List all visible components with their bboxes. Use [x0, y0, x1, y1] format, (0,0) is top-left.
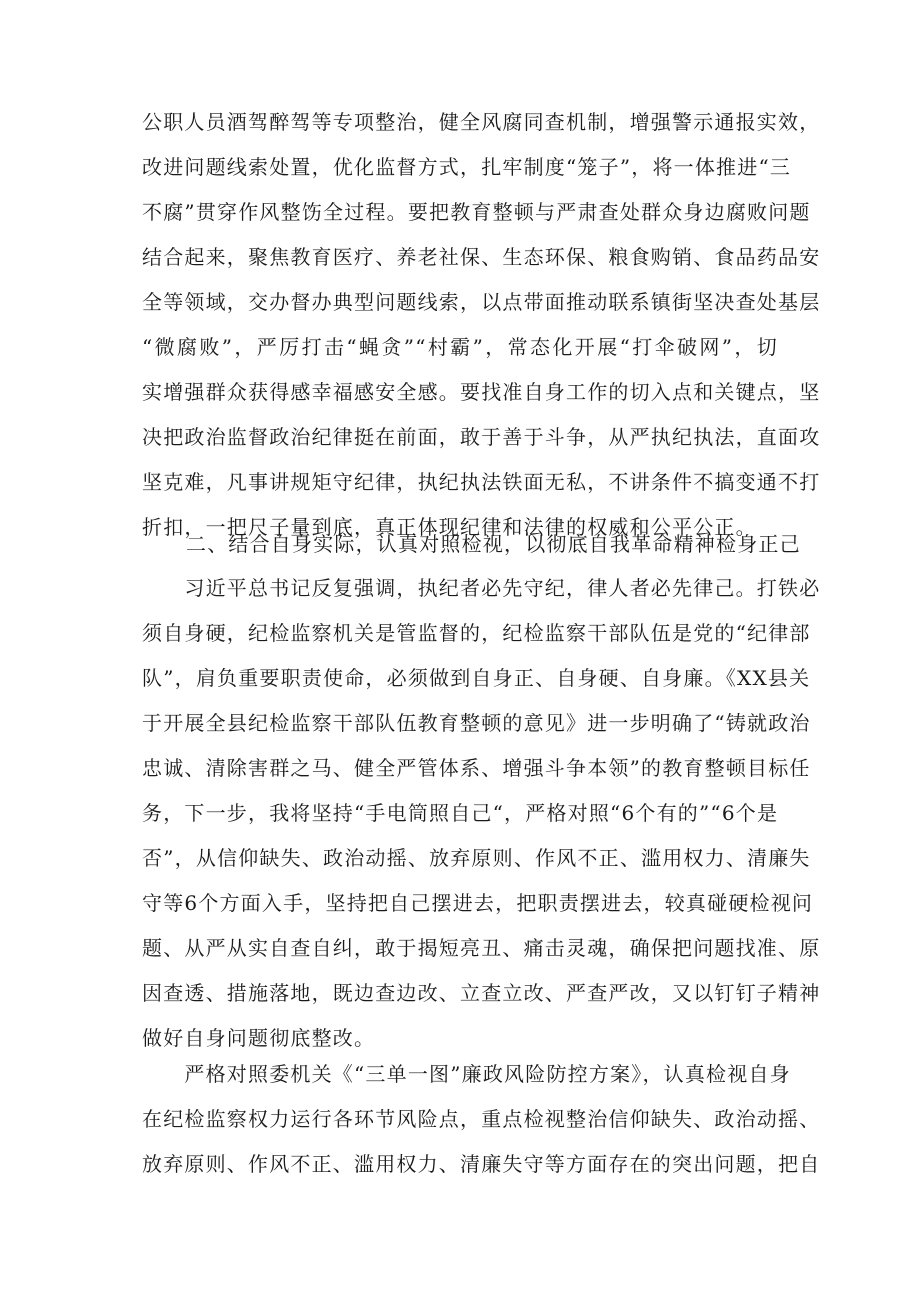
paragraph-line: 决把政治监督政治纪律挺在前面，敢于善于斗争，从严执纪执法，直面攻	[142, 425, 821, 449]
paragraph-line: 在纪检监察权力运行各环节风险点，重点检视整治信仰缺失、政治动摇、	[142, 1107, 821, 1131]
paragraph-self-examination	[142, 566, 821, 1061]
paragraph-line: 实增强群众获得感幸福感安全感。要找准自身工作的切入点和关键点，坚	[142, 380, 821, 404]
paragraph-line: 队”，肩负重要职责使命，必须做到自身正、自身硬、自身廉。《XX县关	[142, 666, 811, 690]
paragraph-line: 不腐”贯穿作风整饬全过程。要把教育整顿与严肃查处群众身边腐败问题	[142, 200, 811, 224]
paragraph-line: 坚克难，凡事讲规矩守纪律，执纪执法铁面无私，不讲条件不搞变通不打	[142, 470, 821, 494]
section-heading	[142, 522, 801, 567]
paragraph-line: 全等领域，交办督办典型问题线索，以点带面推动联系镇街坚决查处基层	[142, 290, 821, 314]
paragraph-continued	[142, 100, 821, 550]
paragraph-line: “微腐败”，严厉打击“蝇贪”“村霸”，常态化开展“打伞破网”，切	[142, 335, 778, 359]
paragraph-line: 否”，从信仰缺失、政治动摇、放弃原则、作风不正、滥用权力、清廉失	[142, 846, 811, 870]
paragraph-line: 忠诚、清除害群之马、健全严管体系、增强斗争本领”的教育整顿目标任	[142, 756, 811, 780]
paragraph-line: 严格对照委机关《“三单一图”廉政风险防控方案》，认真检视自身	[142, 1062, 791, 1086]
paragraph-line: 因查透、措施落地，既边查边改、立查立改、严查严改，又以钉钉子精神	[142, 981, 821, 1005]
paragraph-line: 习近平总书记反复强调，执纪者必先守纪，律人者必先律己。打铁必	[142, 576, 821, 600]
paragraph-line: 做好自身问题彻底整改。	[142, 1026, 376, 1050]
paragraph-line: 公职人员酒驾醉驾等专项整治，健全风腐同查机制，增强警示通报实效，	[142, 110, 821, 134]
paragraph-line: 题、从严从实自查自纠，敢于揭短亮丑、痛击灵魂，确保把问题找准、原	[142, 936, 821, 960]
paragraph-line: 务，下一步，我将坚持“手电筒照自己“，严格对照“6个有的”“6个是	[142, 801, 779, 825]
paragraph-line: 折扣，一把尺子量到底，真正体现纪律和法律的权威和公平公正。	[142, 515, 757, 539]
paragraph-line: 于开展全县纪检监察干部队伍教育整顿的意见》进一步明确了“铸就政治	[142, 711, 811, 735]
paragraph-line: 须自身硬，纪检监察机关是管监督的，纪检监察干部队伍是党的“纪律部	[142, 621, 811, 645]
paragraph-line: 放弃原则、作风不正、滥用权力、清廉失守等方面存在的突出问题，把自	[142, 1152, 821, 1176]
paragraph-line: 守等6个方面入手，坚持把自己摆进去，把职责摆进去，较真碰硬检视问	[142, 891, 814, 915]
paragraph-risk-check	[142, 1052, 821, 1187]
paragraph-line: 改进问题线索处置，优化监督方式，扎牢制度“笼子”，将一体推进“三	[142, 155, 792, 179]
paragraph-line: 结合起来，聚焦教育医疗、养老社保、生态环保、粮食购销、食品药品安	[142, 245, 821, 269]
section-heading-text: 二、结合自身实际，认真对照检视，以彻底自我革命精神检身正己	[186, 532, 801, 556]
